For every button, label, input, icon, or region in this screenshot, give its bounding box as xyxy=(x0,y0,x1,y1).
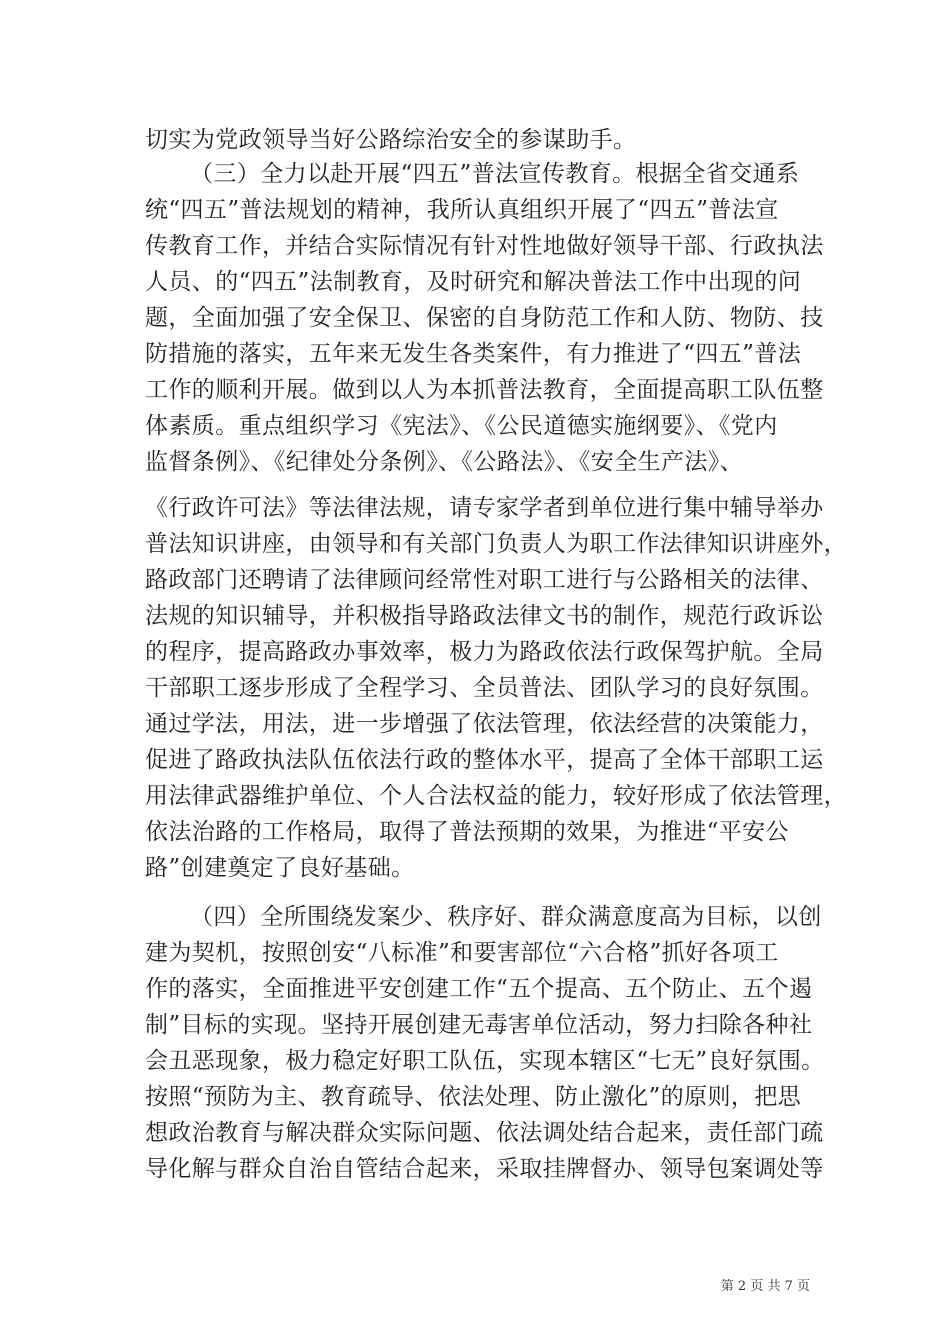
text-line: 会丑恶现象，极力稳定好职工队伍，实现本辖区“七无”良好氛围。 xyxy=(145,1048,825,1074)
text-line: 人员、的“四五”法制教育，及时研究和解决普法工作中出现的问 xyxy=(145,269,802,295)
text-line: 普法知识讲座，由领导和有关部门负责人为职工作法律知识讲座外， xyxy=(145,531,847,557)
text-line: 作的落实，全面推进平安创建工作“五个提高、五个防止、五个遏 xyxy=(145,976,813,1002)
text-line: 导化解与群众自治自管结合起来，采取挂牌督办、领导包案调处等 xyxy=(145,1156,824,1182)
text-line: 统“四五”普法规划的精神，我所认真组织开展了“四五”普法宣 xyxy=(145,197,779,223)
text-line: 的程序，提高路政办事效率，极力为路政依法行政保驾护航。全局 xyxy=(145,639,824,665)
text-line: 传教育工作，并结合实际情况有针对性地做好领导干部、行政执法 xyxy=(145,233,824,259)
text-line: 路政部门还聘请了法律顾问经常性对职工进行与公路相关的法律、 xyxy=(145,567,824,593)
text-line: 路”创建奠定了良好基础。 xyxy=(145,855,415,881)
text-line: 依法治路的工作格局，取得了普法预期的效果，为推进“平安公 xyxy=(145,819,789,845)
text-line: 想政治教育与解决群众实际问题、依法调处结合起来，责任部门疏 xyxy=(145,1120,824,1146)
text-line: 防措施的落实，五年来无发生各类案件，有力推进了“四五”普法 xyxy=(145,341,802,367)
text-line: 制”目标的实现。坚持开展创建无毒害单位活动，努力扫除各种社 xyxy=(145,1012,813,1038)
text-line: 用法律武器维护单位、个人合法权益的能力，较好形成了依法管理， xyxy=(145,783,847,809)
text-line: 干部职工逐步形成了全程学习、全员普法、团队学习的良好氛围。 xyxy=(145,675,824,701)
text-line: 体素质。重点组织学习《宪法》、《公民道德实施纲要》、《党内 xyxy=(145,413,778,439)
text-line: 建为契机，按照创安“八标准”和要害部位“六合格”抓好各项工 xyxy=(145,940,779,966)
text-line: 工作的顺利开展。做到以人为本抓普法教育，全面提高职工队伍整 xyxy=(145,377,824,403)
text-line: 切实为党政领导当好公路综治安全的参谋助手。 xyxy=(145,127,637,153)
text-line: 监督条例》、《纪律处分条例》、《公路法》、《安全生产法》、 xyxy=(145,449,744,475)
text-line: 促进了路政执法队伍依法行政的整体水平，提高了全体干部职工运 xyxy=(145,747,824,773)
text-line: 通过学法，用法，进一步增强了依法管理，依法经营的决策能力， xyxy=(145,711,824,737)
page-number-footer: 第 2 页 共 7 页 xyxy=(720,1279,810,1294)
text-line: （三）全力以赴开展“四五”普法宣传教育。根据全省交通系 xyxy=(190,161,800,187)
text-line: 法规的知识辅导，并积极指导路政法律文书的制作，规范行政诉讼 xyxy=(145,603,824,629)
text-line: 按照“预防为主、教育疏导、依法处理、防止激化”的原则，把思 xyxy=(145,1084,802,1110)
text-line: 《行政许可法》等法律法规，请专家学者到单位进行集中辅导举办 xyxy=(145,495,824,521)
text-line: （四）全所围绕发案少、秩序好、群众满意度高为目标，以创 xyxy=(190,904,822,930)
text-line: 题，全面加强了安全保卫、保密的自身防范工作和人防、物防、技 xyxy=(145,305,824,331)
